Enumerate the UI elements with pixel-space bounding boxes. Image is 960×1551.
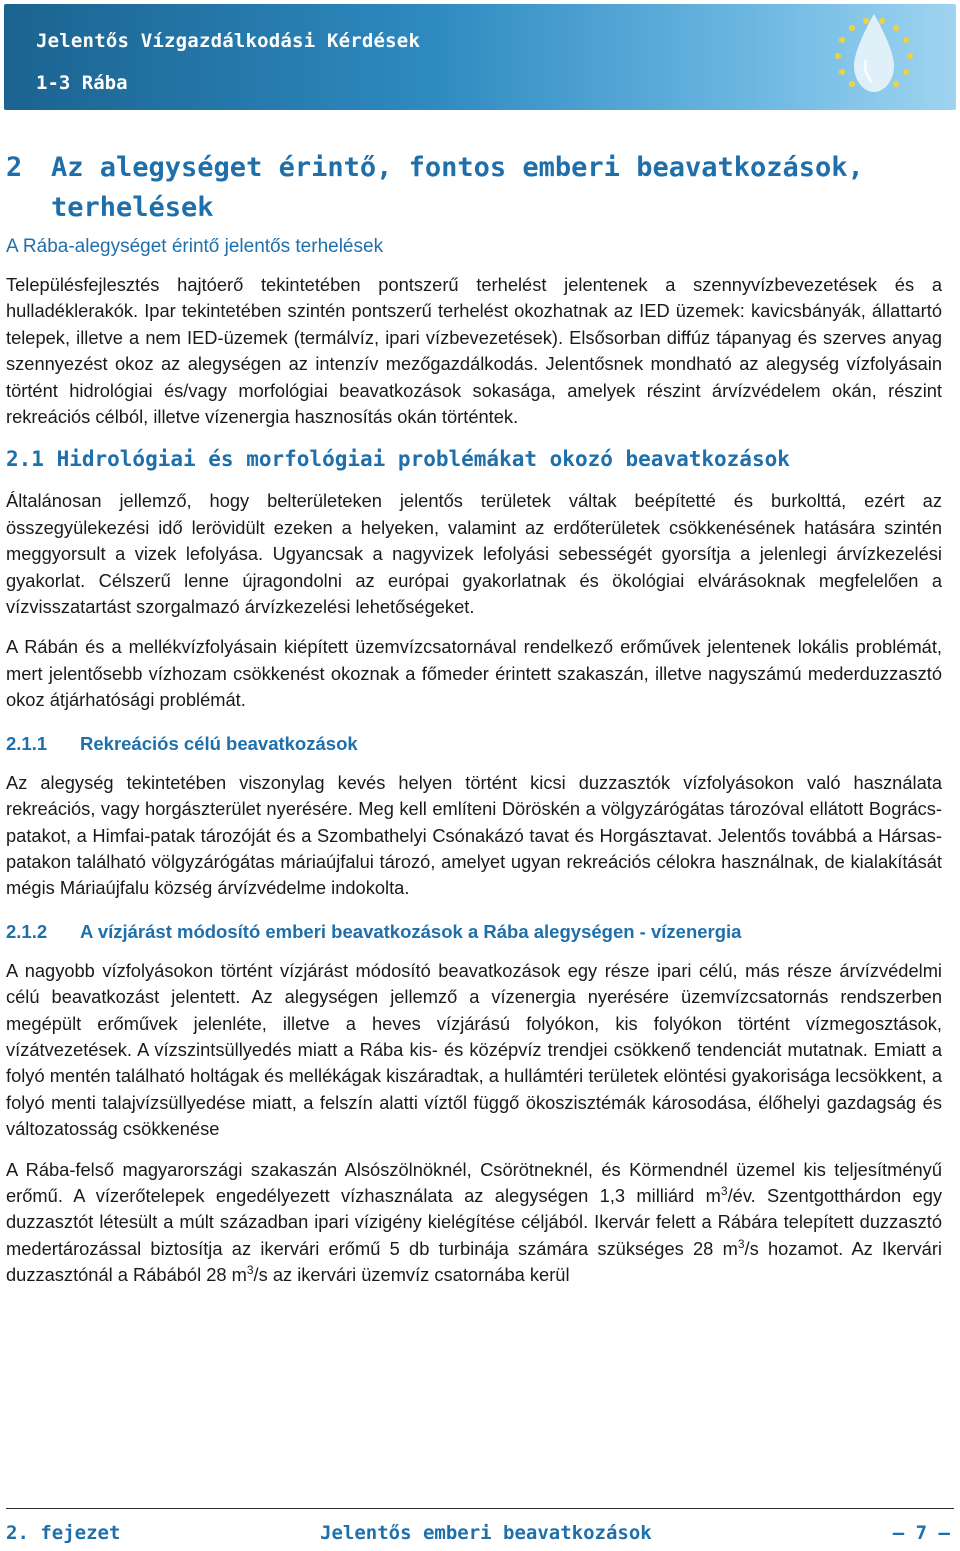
chapter-number: 2 [6,152,23,183]
footer-divider [6,1508,954,1509]
header-title: Jelentős Vízgazdálkodási Kérdések [36,30,421,52]
section-2-1-2-paragraph: A nagyobb vízfolyásokon történt vízjárást módosító beavatkozások egy része ipari célú, más része árvízvédelmi célú beavatkozást jelentett. Az alegységen jellemző a vízenergia nyerésére üzemvízcsatornás rendszerben megépült erőművek jelenléte, illetve a heves vízjárású folyókon, kis folyókon történt vízmegosztások, vízátvezetések. A vízszintsüllyedés miatt a Rába kis- és középvíz trendjei csökkenő tendenciát mutatnak. Emiatt a folyó mentén található holtágak és mellékágak kiszáradtak, a hullámtéri területek elöntési gyakorisága lecsökkent, a folyó menti talajvízsüllyedése miatt, a felszín alatti víztől függő ökoszisztémák károsodása, élőhelyi gazdagság és változatosság csökkenése [6,959,942,1140]
header-banner [4,4,956,110]
section-title: A vízjárást módosító emberi beavatkozások a Rába alegységen - vízenergia [80,920,742,942]
text-run: /év. Szentgotthárdon egy duzzasztót létesült a múlt században ipari vízigény kielégítése céljából. Ikervár felett a Rábára telepített duzzasztó medertározással biztosítja az ikervári erőmű 5 db turbinája számára szükséges 28 m [6,1184,943,1259]
header-subtitle: 1-3 Rába [36,72,128,94]
chapter-heading [6,148,942,228]
text-run: A Rába-felső magyarországi szakaszán Alsószölnöknél, Csörötneknél, és Körmendnél üzemel kis teljesítményű erőmű. A vízerőtelepek engedélyezett vízhasználata az alegységen 1,3 milliárd m [6,1158,942,1206]
page-footer [6,1518,950,1548]
chapter-title: Az alegységet érintő, fontos emberi beavatkozások, terhelések [51,152,864,223]
page-content [6,148,942,1303]
text-run: /s hozamot. Az Ikervári duzzasztónál a Rábából 28 m [6,1237,942,1286]
section-2-1-paragraph: A Rábán és a mellékvízfolyásain kiépített üzemvízcsatornával rendelkező erőművek jelentenek lokális problémát, mert jelentősebb vízhozam csökkenést okoznak a főmeder érintett szakaszán, illetve nagyszámú mederduzzasztó okoz átjárhatósági problémát. [6,636,942,711]
chapter-paragraph: Településfejlesztés hajtóerő tekintetében pontszerű terhelést jelentenek a szennyvízbevezetések és a hulladéklerakók. Ipar tekintetében szintén pontszerű terhelést okozhatnak az IED üzemek: kavicsbányák, állattartó telepek, illetve a nem IED-üzemek (termálvíz, ipari vízbevezetések). Elsősorban diffúz tápanyag és szerves anyag szennyezést okoz az alegységen az intenzív mezőgazdálkodás. Jelentősnek mondható az alegység vízfolyásain történt hidrológiai és/vagy morfológiai beavatkozások sokasága, amelyek részint árvízvédelem okán, részint rekreációs célból, illetve vízenergia hasznosítás okán történtek. [6,274,942,428]
section-2-1-2-last-paragraph [6,1157,942,1289]
section-2-1-paragraph: Általánosan jellemző, hogy belterületeken jelentős területek váltak beépítetté és burkolttá, ezért az összegyülekezési idő lerövidült ezeken a helyeken, valamint az erdőterületek csökkenésének hatására szintén meggyorsult a vizek lefolyása. Ugyancsak a nagyvizek lefolyási sebességét gyorsítja a jelenlegi árvízkezelési gyakorlat. Célszerű lenne újragondolni az európai gyakorlatnak és ökológiai elvárásoknak megfelelően a vízvisszatartást szorgalmazó árvízkezelési lehetőségeket. [6,490,942,618]
text-run: /s az ikervári üzemvíz csatornába kerül [253,1264,570,1286]
section-2-1-1-heading [6,732,942,756]
footer-chapter: 2. fejezet [6,1522,121,1544]
superscript: 3 [720,1183,728,1198]
footer-title: Jelentős emberi beavatkozások [320,1522,652,1544]
section-2-1-1-paragraph: Az alegység tekintetében viszonylag kevés helyen történt kicsi duzzasztók vízfolyásokon való használata rekreációs, vagy horgászterület nyerésére. Meg kell említeni Döröskén a völgyzárógátas tározóval ellátott Bogrács-patakot, a Himfai-patak tározóját és a Szombathelyi Csónakázó tavat és Horgásztavat. Jelentős továbbá a Hársas-patakon található völgyzárógátas máriaújfalui tározó, amelyet ugyan rekreációs célokra használnak, de kialakítását mégis Máriaújfalu község árvízvédelme indokolta. [6,771,942,899]
page-number: ― 7 ― [892,1522,950,1544]
superscript: 3 [246,1263,254,1278]
chapter-lead: A Rába-alegységet érintő jelentős terhelések [6,236,384,257]
section-2-1-2-heading [6,920,942,944]
section-number: 2.1.2 [6,920,48,942]
superscript: 3 [737,1236,745,1251]
eu-water-drop-logo [798,4,948,110]
section-title: Rekreációs célú beavatkozások [80,732,358,754]
section-2-1-heading: 2.1 Hidrológiai és morfológiai problémákat okozó beavatkozások [6,447,790,472]
section-number: 2.1.1 [6,732,48,754]
